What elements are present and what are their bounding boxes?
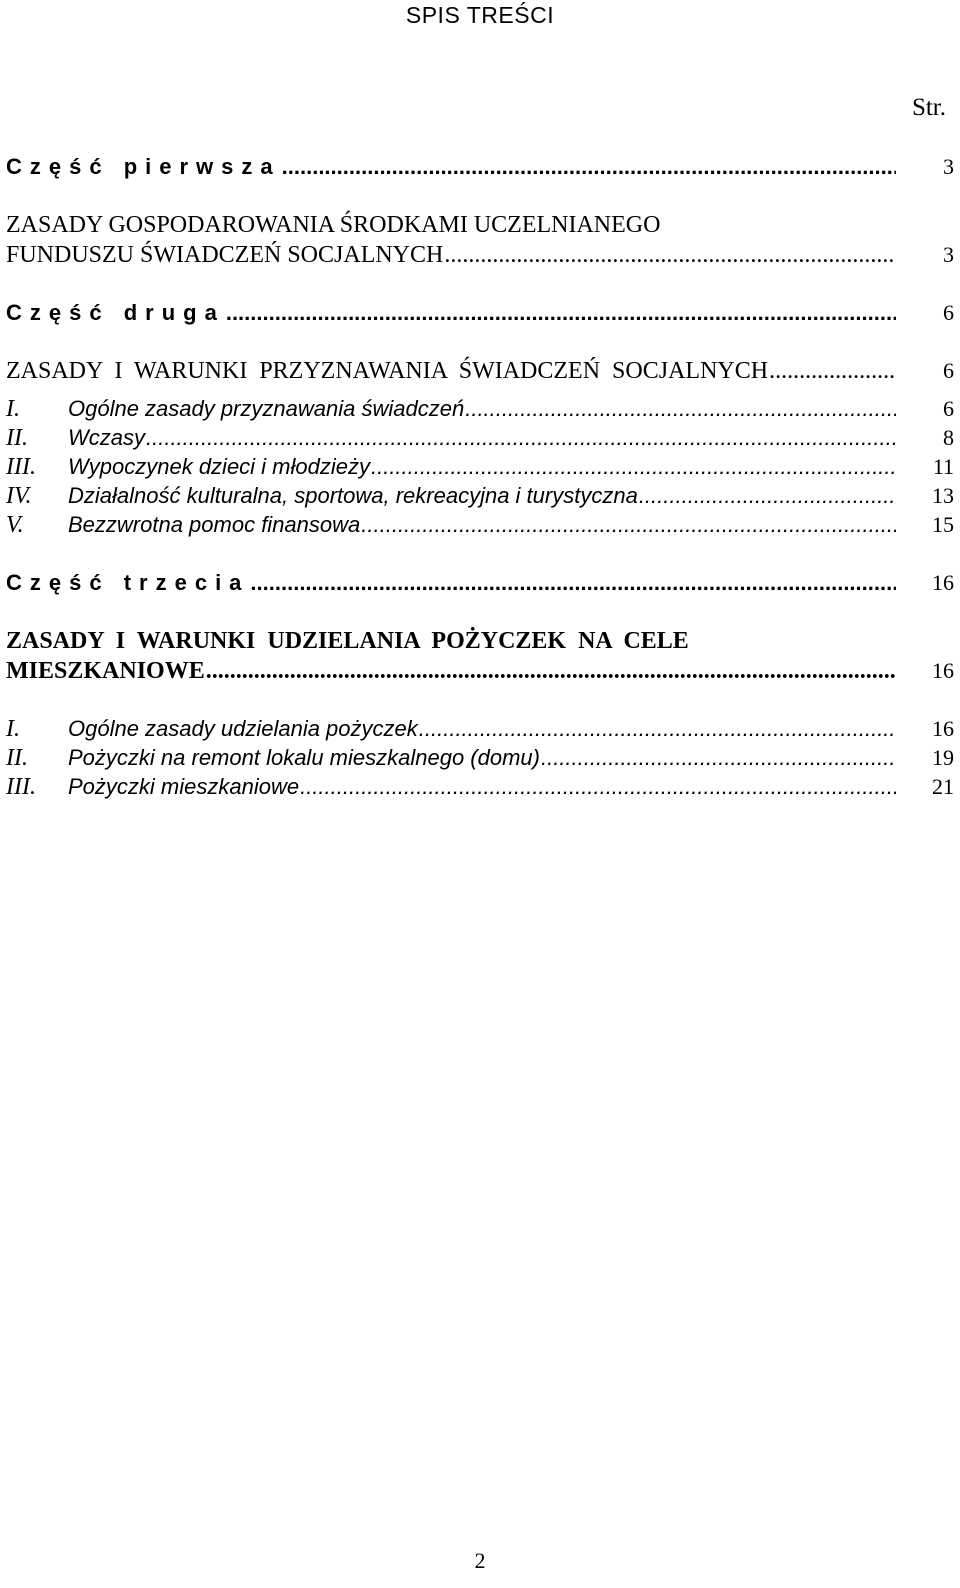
toc-entry-label: FUNDUSZU ŚWIADCZEŃ SOCJALNYCH bbox=[6, 242, 444, 268]
toc-entry-label: Część trzecia bbox=[6, 570, 250, 595]
dot-leader bbox=[146, 425, 896, 451]
toc-item-number: III. bbox=[6, 774, 36, 800]
toc-item-label: Ogólne zasady udzielania pożyczek bbox=[68, 716, 418, 741]
toc-item-number: V. bbox=[6, 512, 24, 538]
toc-entry-label: MIESZKANIOWE bbox=[6, 658, 205, 684]
toc-entry-page: 3 bbox=[943, 242, 954, 267]
toc-entry-part-1 bbox=[6, 154, 954, 180]
dot-leader bbox=[206, 658, 896, 685]
toc-heading-part-2 bbox=[6, 358, 954, 385]
toc-item bbox=[6, 774, 954, 801]
document-title: SPIS TREŚCI bbox=[405, 2, 555, 28]
toc-entry-page: 16 bbox=[932, 570, 954, 595]
dot-leader bbox=[282, 154, 896, 180]
toc-entry-label: Część pierwsza bbox=[6, 154, 281, 179]
toc-entry-page: 3 bbox=[943, 154, 954, 179]
toc-heading-part-1 bbox=[6, 242, 954, 269]
toc-item bbox=[6, 483, 954, 510]
toc-entry-page: 6 bbox=[943, 358, 954, 383]
toc-item-page: 21 bbox=[932, 774, 954, 799]
dot-leader bbox=[226, 300, 896, 326]
toc-item bbox=[6, 512, 954, 539]
toc-item-page: 13 bbox=[932, 483, 954, 508]
toc-item-label: Pożyczki mieszkaniowe bbox=[68, 774, 300, 799]
toc-entry-part-2 bbox=[6, 300, 954, 326]
toc-item-label: Wypoczynek dzieci i młodzieży bbox=[68, 454, 370, 479]
dot-leader bbox=[419, 716, 896, 742]
toc-heading-part-1-line-1: ZASADY GOSPODAROWANIA ŚRODKAMI UCZELNIANEGO bbox=[6, 212, 661, 238]
toc-entry-page: 6 bbox=[943, 300, 954, 325]
toc-item-page: 8 bbox=[943, 425, 954, 450]
toc-entry-label: Część druga bbox=[6, 300, 225, 325]
toc-item bbox=[6, 454, 954, 481]
page-number: 2 bbox=[474, 1548, 486, 1573]
toc-item bbox=[6, 716, 954, 743]
toc-item-label: Bezzwrotna pomoc finansowa bbox=[68, 512, 361, 537]
toc-entry-page: 16 bbox=[932, 658, 954, 683]
toc-entry-label: ZASADY I WARUNKI PRZYZNAWANIA ŚWIADCZEŃ SOCJALNYCH bbox=[6, 358, 769, 384]
toc-item-number: IV. bbox=[6, 483, 32, 509]
toc-item-number: III. bbox=[6, 454, 36, 480]
toc-item-page: 15 bbox=[932, 512, 954, 537]
toc-item-page: 19 bbox=[932, 745, 954, 770]
toc-item-page: 11 bbox=[932, 454, 954, 479]
dot-leader bbox=[250, 570, 896, 596]
dot-leader bbox=[444, 242, 896, 269]
toc-item-number: II. bbox=[6, 425, 28, 451]
toc-item bbox=[6, 745, 954, 772]
toc-entry-part-3 bbox=[6, 570, 954, 596]
dot-leader bbox=[769, 358, 896, 385]
dot-leader bbox=[541, 745, 896, 771]
toc-item bbox=[6, 425, 954, 452]
toc-item-page: 6 bbox=[943, 396, 954, 421]
dot-leader bbox=[361, 512, 896, 538]
dot-leader bbox=[300, 774, 896, 800]
dot-leader bbox=[639, 483, 896, 509]
toc-item-number: I. bbox=[6, 396, 20, 422]
toc-item-number: I. bbox=[6, 716, 20, 742]
toc-item-label: Ogólne zasady przyznawania świadczeń bbox=[68, 396, 465, 421]
toc-item-label: Pożyczki na remont lokalu mieszkalnego (domu) bbox=[68, 745, 540, 770]
toc-item-label: Działalność kulturalna, sportowa, rekreacyjna i turystyczna bbox=[68, 483, 638, 508]
toc-item-page: 16 bbox=[932, 716, 954, 741]
toc-item bbox=[6, 396, 954, 423]
page-column-label: Str. bbox=[911, 94, 946, 121]
toc-item-number: II. bbox=[6, 745, 28, 771]
dot-leader bbox=[465, 396, 896, 422]
toc-heading-part-3-line-1: ZASADY I WARUNKI UDZIELANIA POŻYCZEK NA CELE bbox=[6, 628, 689, 654]
dot-leader bbox=[371, 454, 896, 480]
toc-heading-part-3 bbox=[6, 658, 954, 685]
toc-item-label: Wczasy bbox=[68, 425, 145, 450]
